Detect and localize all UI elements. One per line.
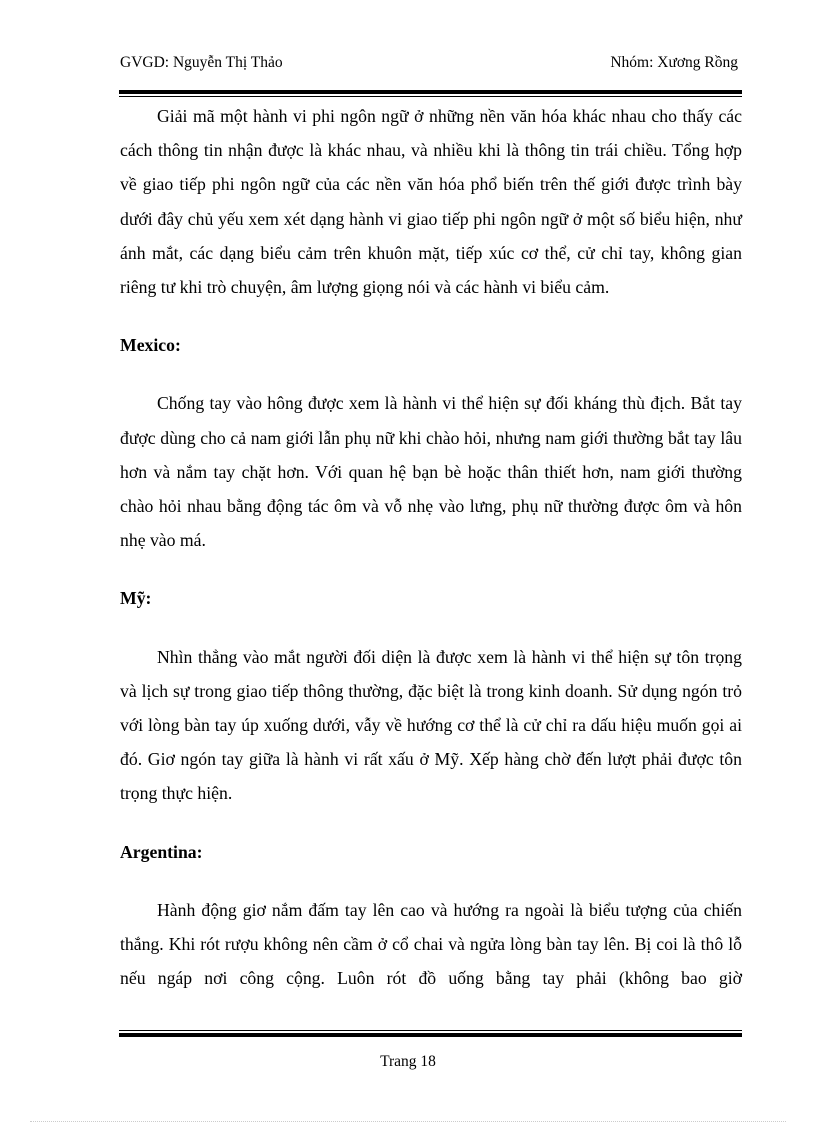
section-heading-mexico: Mexico: [120,335,181,356]
section-paragraph-mexico: Chống tay vào hông được xem là hành vi thể hiện sự đối kháng thù địch. Bắt tay được dùng cho cả nam giới lẫn phụ nữ khi chào hỏi, nhưng nam giới thường bắt tay lâu hơn và nắm tay chặt hơn. Với quan hệ bạn bè hoặc thân thiết hơn, nam giới thường chào hỏi nhau bằng động tác ôm và vỗ nhẹ vào lưng, phụ nữ thường được ôm và hôn nhẹ vào má. [120,393,742,551]
page-header [120,52,738,74]
section-heading-argentina: Argentina: [120,841,203,862]
header-instructor: GVGD: Nguyễn Thị Thảo [120,54,283,71]
section-paragraph-argentina: Hành động giơ nắm đấm tay lên cao và hướng ra ngoài là biểu tượng của chiến thắng. Khi rót rượu không nên cầm ở cổ chai và ngửa lòng bàn tay lên. Bị coi là thô lỗ nếu ngáp nơi công cộng. Luôn rót đồ uống bằng tay phải (không bao giờ [120,899,742,989]
header-rule [119,90,742,95]
page-number: Trang 18 [380,1053,436,1070]
header-group: Nhóm: Xương Rồng [610,54,738,71]
section-paragraph-my: Nhìn thẳng vào mắt người đối diện là được xem là hành vi thể hiện sự tôn trọng và lịch sự trong giao tiếp thông thường, đặc biệt là trong kinh doanh. Sử dụng ngón trỏ với lòng bàn tay úp xuống dưới, vẫy về hướng cơ thể là cử chỉ ra dấu hiệu muốn gọi ai đó. Giơ ngón tay giữa là hành vi rất xấu ở Mỹ. Xếp hàng chờ đến lượt phải được tôn trọng thực hiện. [120,646,742,804]
section-heading-my: Mỹ: [120,588,152,609]
footer-rule [119,1030,742,1036]
page-body [120,99,742,995]
page-break-line [30,1121,786,1122]
intro-paragraph: Giải mã một hành vi phi ngôn ngữ ở những nền văn hóa khác nhau cho thấy các cách thông tin nhận được là khác nhau, và nhiều khi là thông tin trái chiều. Tổng hợp về giao tiếp phi ngôn ngữ của các nền văn hóa phổ biến trên thế giới được trình bày dưới đây chủ yếu xem xét dạng hành vi giao tiếp phi ngôn ngữ ở một số biểu hiện, như ánh mắt, các dạng biểu cảm trên khuôn mặt, tiếp xúc cơ thể, cử chỉ tay, không gian riêng tư khi trò chuyện, âm lượng giọng nói và các hành vi biểu cảm. [120,106,742,298]
